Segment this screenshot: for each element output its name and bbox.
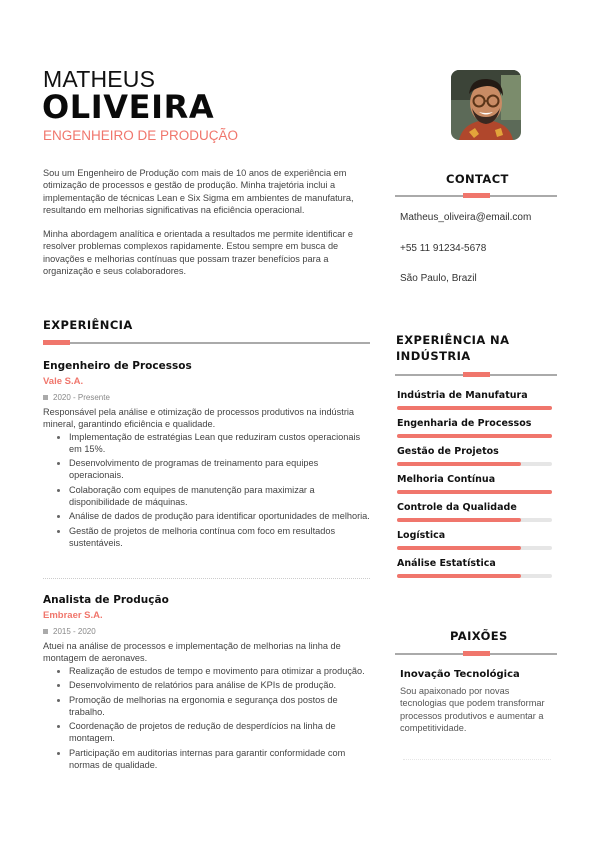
- contact-email[interactable]: Matheus_oliveira@email.com: [400, 212, 532, 223]
- skill-bar-track: [397, 434, 552, 438]
- skill-bar-fill: [397, 406, 552, 410]
- job-description: Responsável pela análise e otimização de processos produtivos na indústria mineral, garantindo eficiência e qualidade.: [43, 407, 355, 430]
- job-bullets: [43, 665, 378, 771]
- summary-paragraph: Sou um Engenheiro de Produção com mais de 10 anos de experiência em otimização de processos e gestão de produção. Minha trajetória inclui a implementação de técnicas Lean e Six Sigma em ambientes de manufatura, resultando em melhorias significativas na eficiência operacional.: [43, 168, 354, 215]
- job-bullet: Coordenação de projetos de redução de desperdícios na linha de montagem.: [69, 720, 374, 744]
- job-dates-text: 2015 - 2020: [53, 627, 96, 636]
- job-role: Engenheiro de Processos: [43, 360, 192, 372]
- skill-row: [397, 474, 557, 494]
- passion-item: [400, 669, 550, 734]
- experience-accent: [43, 340, 70, 345]
- job-dates-text: 2020 - Presente: [53, 393, 110, 402]
- skill-row: [397, 418, 557, 438]
- skill-row: [397, 390, 557, 410]
- passion-description: Sou apaixonado por novas tecnologias que podem transformar processos produtivos e aumentar a competitividade.: [400, 686, 545, 733]
- job-entry: [43, 360, 378, 551]
- skill-bar-track: [397, 546, 552, 550]
- passion-separator: [403, 759, 551, 760]
- avatar-icon: [451, 70, 521, 140]
- experience-title: EXPERIÊNCIA: [43, 318, 133, 332]
- job-separator: [43, 578, 370, 579]
- skill-bar-track: [397, 574, 552, 578]
- job-bullet: Colaboração com equipes de manutenção para maximizar a disponibilidade de máquinas.: [69, 484, 374, 508]
- skill-bar-fill: [397, 546, 521, 550]
- skill-label: Logística: [397, 530, 446, 541]
- passions-accent: [463, 651, 490, 656]
- last-name: OLIVEIRA: [42, 88, 215, 126]
- skill-bar-fill: [397, 490, 552, 494]
- skill-label: Gestão de Projetos: [397, 446, 499, 457]
- skill-bar-track: [397, 490, 552, 494]
- summary-paragraph: Minha abordagem analítica e orientada a resultados me permite identificar e resolver problemas complexos rapidamente. Estou sempre em busca de inovações e melhorias contínuas que possam trazer benefícios para a organização e seus colaboradores.: [43, 229, 353, 277]
- profile-photo: [451, 70, 521, 140]
- job-bullet: Realização de estudos de tempo e movimento para otimizar a produção.: [69, 665, 374, 677]
- job-bullet: Promoção de melhorias na ergonomia e segurança dos postos de trabalho.: [69, 694, 374, 718]
- job-bullets: [43, 431, 378, 549]
- skill-bar-track: [397, 462, 552, 466]
- job-entry: [43, 594, 378, 773]
- calendar-icon: [43, 629, 48, 634]
- job-dates: [43, 627, 378, 636]
- job-company: Embraer S.A.: [43, 610, 103, 621]
- job-title: ENGENHEIRO DE PRODUÇÃO: [43, 128, 239, 143]
- skill-bar-fill: [397, 518, 521, 522]
- contact-location: São Paulo, Brazil: [400, 273, 477, 284]
- job-bullet: Desenvolvimento de relatórios para análise de KPIs de produção.: [69, 679, 374, 691]
- job-company: Vale S.A.: [43, 376, 84, 387]
- contact-accent: [463, 193, 490, 198]
- summary: [43, 167, 373, 289]
- skill-bar-fill: [397, 574, 521, 578]
- job-bullet: Análise de dados de produção para identificar oportunidades de melhoria.: [69, 510, 374, 522]
- skill-label: Engenharia de Processos: [397, 418, 532, 429]
- job-bullet: Implementação de estratégias Lean que reduziram custos operacionais em 15%.: [69, 431, 374, 455]
- calendar-icon: [43, 395, 48, 400]
- skill-row: [397, 502, 557, 522]
- job-role: Analista de Produção: [43, 594, 169, 606]
- job-bullet: Gestão de projetos de melhoria contínua com foco em resultados sustentáveis.: [69, 525, 374, 549]
- skill-label: Análise Estatística: [397, 558, 496, 569]
- first-name: MATHEUS: [43, 66, 156, 92]
- skill-row: [397, 530, 557, 550]
- contact-title: CONTACT: [446, 172, 509, 186]
- experience-divider: [43, 342, 370, 344]
- job-description: Atuei na análise de processos e implementação de melhorias na linha de montagem de aeronaves.: [43, 641, 341, 664]
- passion-title: Inovação Tecnológica: [400, 669, 520, 680]
- passions-title: PAIXÕES: [450, 629, 508, 643]
- job-dates: [43, 393, 378, 402]
- contact-phone[interactable]: +55 11 91234-5678: [400, 243, 487, 254]
- skill-label: Melhoria Contínua: [397, 474, 496, 485]
- industry-title: EXPERIÊNCIA NA INDÚSTRIA: [396, 333, 510, 363]
- skill-bar-fill: [397, 434, 552, 438]
- skill-label: Indústria de Manufatura: [397, 390, 528, 401]
- industry-skills: [397, 390, 557, 586]
- job-bullet: Participação em auditorias internas para garantir conformidade com normas de qualidade.: [69, 747, 374, 771]
- skill-label: Controle da Qualidade: [397, 502, 517, 513]
- skill-bar-fill: [397, 462, 521, 466]
- job-bullet: Desenvolvimento de programas de treinamento para equipes operacionais.: [69, 457, 374, 481]
- skill-row: [397, 558, 557, 578]
- industry-accent: [463, 372, 490, 377]
- skill-bar-track: [397, 406, 552, 410]
- skill-bar-track: [397, 518, 552, 522]
- skill-row: [397, 446, 557, 466]
